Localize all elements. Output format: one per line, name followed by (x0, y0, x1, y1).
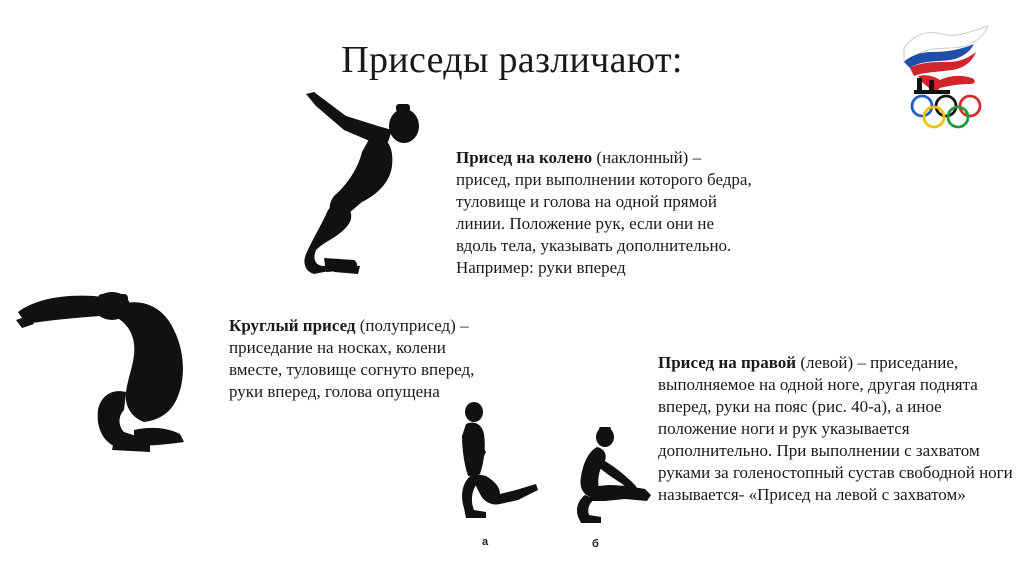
squat-kneel-figure (296, 90, 438, 285)
one-leg-squat-figure-a (456, 400, 538, 522)
round-squat-figure (14, 280, 220, 460)
kneel-squat-text: (наклонный) – присед, при выполнении которого бедра, туловище и голова на одной прямой линии. Положение рук, если они не вдоль тела, указывать дополнительно. Например: руки вперед (456, 148, 752, 277)
figure-caption-a: а (482, 536, 489, 548)
one-leg-squat-figure-b (565, 425, 653, 525)
kneel-squat-term: Присед на колено (456, 148, 593, 167)
round-squat-description (229, 315, 499, 403)
one-leg-squat-description (658, 352, 1018, 506)
round-squat-text: (полуприсед) – приседание на носках, колени вместе, туловище согнуто вперед, руки вперед, голова опущена (229, 316, 475, 401)
kneel-squat-description (456, 147, 756, 279)
one-leg-squat-term: Присед на правой (658, 353, 797, 372)
round-squat-term: Круглый присед (229, 316, 356, 335)
olympic-committee-logo-icon (896, 20, 1000, 136)
figure-caption-b: б (592, 538, 599, 550)
page-title: Приседы различают: (341, 39, 683, 81)
one-leg-squat-text: (левой) – приседание, выполняемое на одной ноге, другая поднята вперед, руки на пояс (рис. 40-а), а иное положение ноги и рук указывается дополнительно. При выполнении с захватом руками за голеностопный сустав свободной ноги называется- «Присед на левой с захватом» (658, 353, 1013, 504)
